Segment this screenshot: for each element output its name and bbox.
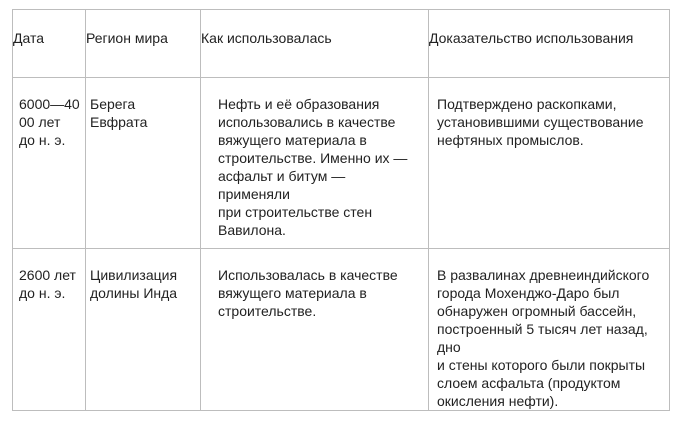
history-table xyxy=(12,9,670,411)
table-row xyxy=(13,249,670,411)
cell-date-text: 2600 лет до н. э. xyxy=(19,267,76,301)
header-date: Дата xyxy=(13,10,86,78)
cell-region xyxy=(86,249,201,411)
cell-proof-text: В развалинах древнеиндийского города Мохенджо-Даро был обнаружен огромный бассейн, построенный 5 тысяч лет назад, дно и стены которого были покрыты слоем асфальта (продуктом окисления нефти). xyxy=(437,267,650,409)
cell-date xyxy=(13,249,86,411)
cell-region-text: Цивилизация долины Инда xyxy=(90,267,178,301)
cell-date-text: 6000—40 00 лет до н. э. xyxy=(19,96,80,148)
table-row xyxy=(13,78,670,249)
header-region: Регион мира xyxy=(86,10,201,78)
header-how-used: Как использовалась xyxy=(201,10,429,78)
cell-proof xyxy=(429,249,670,411)
table-header-row xyxy=(13,10,670,78)
cell-how-used-text: Нефть и её образования использовались в качестве вяжущего материала в строительстве. Именно их — асфальт и битум — применяли при строительстве стен Вавилона. xyxy=(218,96,408,238)
header-proof: Доказательство использования xyxy=(429,10,670,78)
cell-date xyxy=(13,78,86,249)
cell-region xyxy=(86,78,201,249)
cell-proof-text: Подтверждено раскопками, установившими существование нефтяных промыслов. xyxy=(437,96,644,148)
cell-how-used xyxy=(201,78,429,249)
cell-proof xyxy=(429,78,670,249)
cell-how-used-text: Использовалась в качестве вяжущего материала в строительстве. xyxy=(218,267,398,319)
cell-how-used xyxy=(201,249,429,411)
cell-region-text: Берега Евфрата xyxy=(90,96,148,130)
